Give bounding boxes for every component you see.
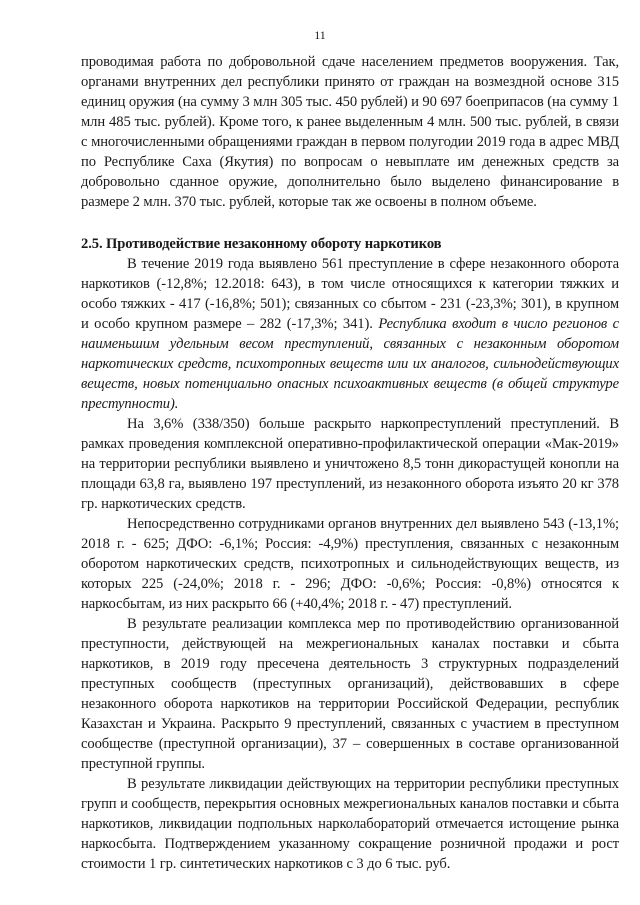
page-number: 11 — [314, 28, 326, 42]
spacer — [81, 212, 619, 234]
paragraph-text: В течение 2019 года выявлено 561 преступление в сфере незаконного оборота наркотиков (-12,8%; 12.2018: 643), в том числе относящихся к категории тяжких и особо тяжких - 417 (-16,8%; 501); связанных со сбытом - 231 (-23,3%; 301), в крупном и особо крупном размере – 282 (-17,3%; 341). — [81, 256, 619, 332]
paragraph-police-detected: Непосредственно сотрудниками органов внутренних дел выявлено 543 (-13,1%; 2018 г. - 625; ДФО: -6,1%; Россия: -4,9%) преступления, связанных с незаконным оборотом наркотических средств, психотропных и сильнодействующих веществ, из которых 225 (-24,0%; 2018 г. - 296; ДФО: -0,6%; Россия: -0,8%) относятся к наркосбытам, из них раскрыто 66 (+40,4%; 2018 г. - 47) преступлений. — [81, 516, 619, 612]
paragraph-organized-crime: В результате реализации комплекса мер по противодействию организованной преступности, действующей на межрегиональных каналах поставки и сбыта наркотиков, в 2019 году пресечена деятельность 3 структурных подразделений преступных сообществ (преступных организаций), действовавших в сфере незаконного оборота наркотиков на территории Российской Федерации, республик Казахстан и Украина. Раскрыто 9 преступлений, связанных с участием в преступном сообществе (преступной организации), 37 – совершенных в составе организованной преступной группы. — [81, 616, 619, 772]
paragraph-mak-2019: На 3,6% (338/350) больше раскрыто наркопреступлений преступлений. В рамках проведения комплексной оперативно-профилактической операции «Мак-2019» на территории республики выявлено и уничтожено 8,5 тонн дикорастущей конопли на площади 63,8 га, выявлено 197 преступлений, из незаконного оборота изъято 20 кг 378 гр. наркотических средств. — [81, 416, 619, 512]
document-body — [81, 52, 619, 874]
paragraph-italic-note: Республика входит в число регионов с наименьшим удельным весом преступлений, связанных с незаконным оборотом наркотических средств, психотропных веществ или их аналогов, сильнодействующих веществ, новых потенциально опасных психоактивных веществ (в общей структуре преступности). — [81, 316, 619, 412]
paragraph-drug-crimes — [81, 254, 619, 414]
paragraph-market-depletion: В результате ликвидации действующих на территории республики преступных групп и сообществ, перекрытия основных межрегиональных каналов поставки и сбыта наркотиков, ликвидации подпольных нарколабораторий отмечается истощение рынка наркосбыта. Подтверждением указанному сокращение розничной продажи и рост стоимости 1 гр. синтетических наркотиков с 3 до 6 тыс. руб. — [81, 776, 619, 872]
section-heading: 2.5. Противодействие незаконному обороту наркотиков — [81, 236, 442, 252]
paragraph-continuation: проводимая работа по добровольной сдаче населением предметов вооружения. Так, органами внутренних дел республики принято от граждан на возмездной основе 315 единиц оружия (на сумму 3 млн 305 тыс. 450 рублей) и 90 697 боеприпасов (на сумму 1 млн 485 тыс. рублей). Кроме того, к ранее выделенным 4 млн. 500 тыс. рублей, в связи с многочисленными обращениями граждан в первом полугодии 2019 года в адрес МВД по Республике Саха (Якутия) по вопросам о невыплате им денежных средств за добровольно сданное оружие, дополнительно было выделено финансирование в размере 2 млн. 370 тыс. рублей, которые так же освоены в полном объеме. — [81, 54, 619, 210]
